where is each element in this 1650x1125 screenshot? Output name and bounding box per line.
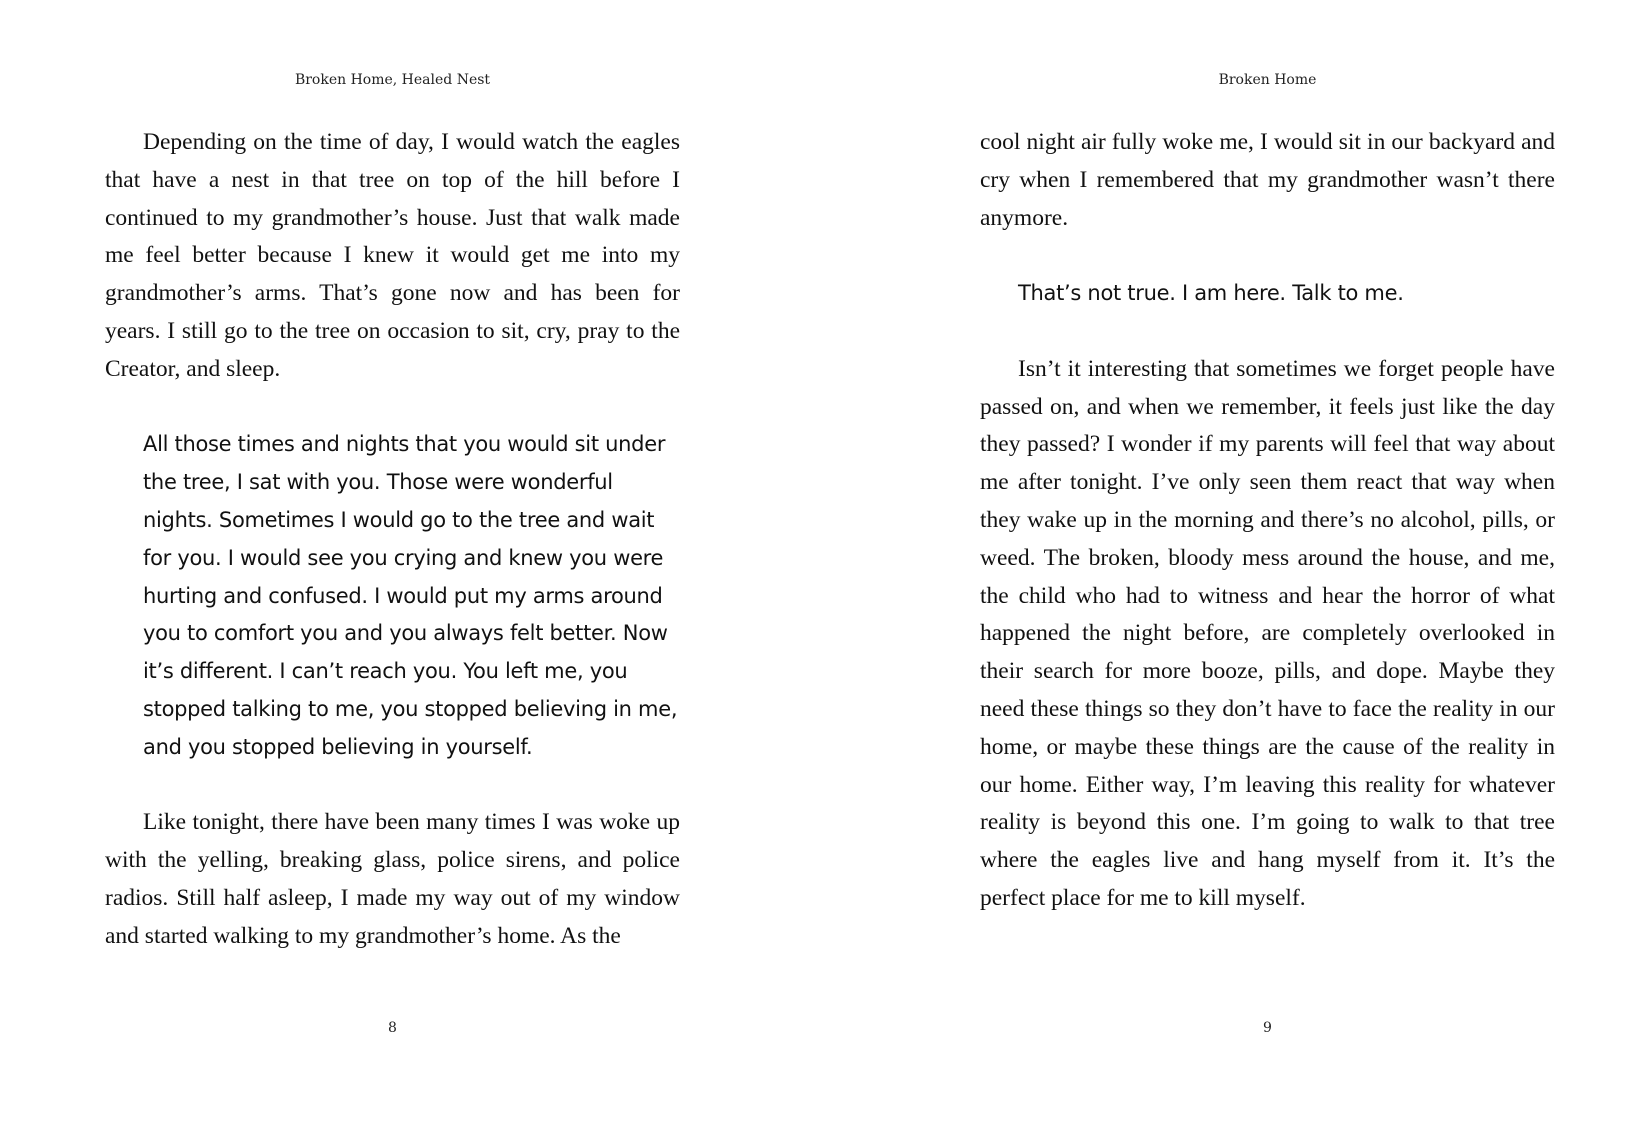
paragraph-gap (105, 389, 680, 427)
right-paragraph-3: Isn’t it interesting that sometimes we forget people have passed on, and when we remember, it feels just like the day they passed? I wonder if my parents will feel that way about me after tonight. I’ve only seen them react that way when they wake up in the morning and there’s no alcohol, pills, or weed. The broken, bloody mess around the house, and me, the child who had to witness and hear the horror of what happened the night before, are completely overlooked in their search for more booze, pills, and dope. Maybe they need these things so they don’t have to face the reality in our home, or maybe these things are the cause of the reality in our home. Either way, I’m leaving this reality for whatever reality is beyond this one. I’m going to walk to that tree where the eagles live and hang myself from it. It’s the perfect place for me to kill myself. (980, 355, 1555, 911)
right-page (980, 0, 1555, 1125)
left-page (105, 0, 680, 1125)
paragraph-gap (980, 237, 1555, 275)
left-paragraph-3: Like tonight, there have been many times I was woke up with the yelling, breaking glass, police sirens, and police radios. Still half asleep, I made my way out of my window and started walking to my grandmother’s home. As the (105, 809, 680, 949)
paragraph-gap (105, 767, 680, 805)
right-body-text (980, 124, 1555, 918)
paragraph-gap (980, 313, 1555, 351)
right-running-head: Broken Home (1218, 72, 1317, 88)
left-page-number: 8 (388, 1020, 397, 1036)
left-body-text (105, 124, 680, 956)
right-page-number: 9 (1263, 1020, 1272, 1036)
right-voice-paragraph: That’s not true. I am here. Talk to me. (1018, 281, 1404, 306)
right-paragraph-1: cool night air fully woke me, I would sit in our backyard and cry when I remembered that my grandmother wasn’t there anymore. (980, 129, 1555, 231)
left-paragraph-1: Depending on the time of day, I would watch the eagles that have a nest in that tree on top of the hill before I continued to my grandmother’s house. Just that walk made me feel better because I knew it would get me into my grandmother’s arms. That’s gone now and has been for years. I still go to the tree on occasion to sit, cry, pray to the Creator, and sleep. (105, 129, 680, 382)
left-running-head: Broken Home, Healed Nest (294, 72, 491, 88)
left-voice-paragraph: All those times and nights that you would sit under the tree, I sat with you. Those were wonderful nights. Sometimes I would go to the tree and wait for you. I would see you crying and knew you were hurting and confused. I would put my arms around you to comfort you and you always felt better. Now it’s different. I can’t reach you. You left me, you stopped talking to me, you stopped believing in me, and you stopped believing in yourself. (143, 432, 678, 759)
